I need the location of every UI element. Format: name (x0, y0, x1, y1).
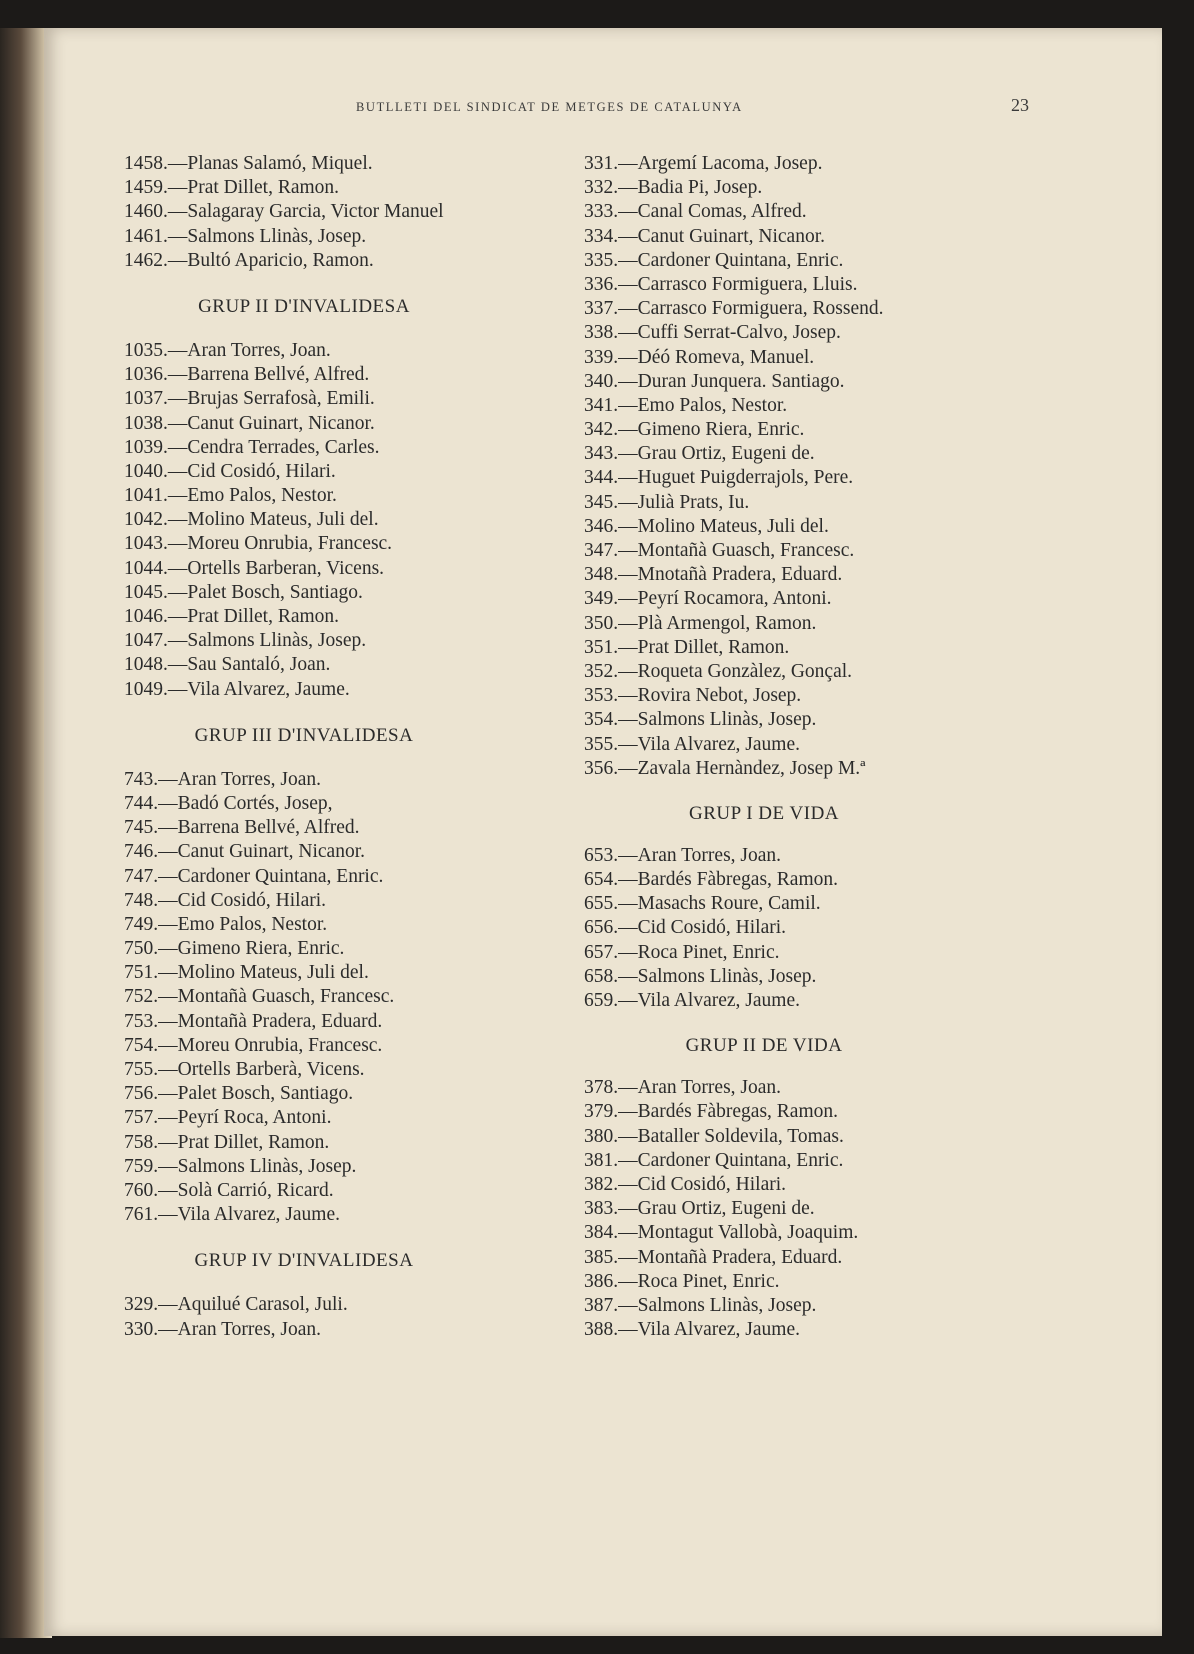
list-item: 744.—Badó Cortés, Josep, (124, 792, 333, 814)
list-item: 749.—Emo Palos, Nestor. (124, 913, 328, 935)
section-heading: GRUP II D'INVALIDESA (198, 295, 410, 317)
list-grup-i-vida (584, 844, 1024, 1013)
list-item: 1043.—Moreu Onrubia, Francesc. (124, 533, 393, 555)
list-item: 348.—Mnotañà Pradera, Eduard. (584, 564, 843, 586)
list-item: 1458.—Planas Salamó, Miquel. (124, 153, 373, 174)
list-item: 344.—Huguet Puigderrajols, Pere. (584, 467, 854, 489)
list-item: 753.—Montañà Pradera, Eduard. (124, 1010, 383, 1032)
list-item: 1041.—Emo Palos, Nestor. (124, 485, 337, 507)
list-item: 384.—Montagut Vallobà, Joaquim. (584, 1222, 859, 1244)
document-page (44, 28, 1162, 1636)
list-item: 760.—Solà Carrió, Ricard. (124, 1179, 334, 1201)
list-item: 349.—Peyrí Rocamora, Antoni. (584, 588, 832, 610)
list-item: 751.—Molino Mateus, Juli del. (124, 962, 369, 984)
list-item: 356.—Zavala Hernàndez, Josep M.ª (584, 757, 866, 779)
list-item: 757.—Peyrí Roca, Antoni. (124, 1107, 332, 1129)
list-item: 1460.—Salagaray Garcia, Victor Manuel (124, 201, 444, 223)
list-item: 347.—Montañà Guasch, Francesc. (584, 540, 855, 561)
list-item: 1035.—Aran Torres, Joan. (124, 339, 331, 361)
list-item: 354.—Salmons Llinàs, Josep. (584, 709, 817, 731)
list-item: 1039.—Cendra Terrades, Carles. (124, 436, 380, 458)
list-item: 750.—Gimeno Riera, Enric. (124, 938, 345, 960)
right-column (584, 152, 1024, 1342)
list-item: 382.—Cid Cosidó, Hilari. (584, 1173, 787, 1195)
list-item: 385.—Montañà Pradera, Eduard. (584, 1246, 843, 1268)
section-heading: GRUP III D'INVALIDESA (194, 724, 414, 746)
journal-title: BUTLLETI DEL SINDICAT DE METGES DE CATALUNYA (356, 100, 743, 114)
section-heading: GRUP II DE VIDA (685, 1035, 843, 1057)
list-item: 1045.—Palet Bosch, Santiago. (124, 581, 363, 603)
list-item: 341.—Emo Palos, Nestor. (584, 394, 788, 416)
list-item: 378.—Aran Torres, Joan. (584, 1077, 782, 1099)
list-item: 340.—Duran Junquera. Santiago. (584, 370, 845, 392)
list-item: 1461.—Salmons Llinàs, Josep. (124, 225, 367, 247)
list-intro-left (124, 152, 564, 273)
list-item: 761.—Vila Alvarez, Jaume. (124, 1204, 340, 1226)
list-item: 380.—Bataller Soldevila, Tomas. (584, 1125, 844, 1147)
list-item: 1047.—Salmons Llinàs, Josep. (124, 630, 367, 652)
list-item: 331.—Argemí Lacoma, Josep. (584, 153, 823, 174)
list-item: 381.—Cardoner Quintana, Enric. (584, 1149, 844, 1171)
list-item: 339.—Déó Romeva, Manuel. (584, 346, 815, 368)
list-item: 337.—Carrasco Formiguera, Rossend. (584, 298, 884, 320)
list-item: 655.—Masachs Roure, Camil. (584, 893, 821, 915)
list-item: 343.—Grau Ortiz, Eugeni de. (584, 443, 815, 465)
list-item: 659.—Vila Alvarez, Jaume. (584, 990, 800, 1011)
list-item: 351.—Prat Dillet, Ramon. (584, 636, 790, 658)
list-item: 755.—Ortells Barberà, Vicens. (124, 1059, 365, 1080)
list-item: 1038.—Canut Guinart, Nicanor. (124, 412, 375, 434)
list-item: 345.—Julià Prats, Iu. (584, 491, 750, 513)
list-item: 350.—Plà Armengol, Ramon. (584, 612, 817, 634)
list-item: 654.—Bardés Fàbregas, Ramon. (584, 869, 838, 891)
list-item: 1462.—Bultó Aparicio, Ramon. (124, 249, 374, 271)
list-grup-ii-invalidesa (124, 339, 564, 702)
section-heading: GRUP I DE VIDA (688, 802, 840, 824)
list-item: 754.—Moreu Onrubia, Francesc. (124, 1034, 383, 1056)
list-item: 379.—Bardés Fàbregas, Ramon. (584, 1101, 838, 1123)
list-item: 333.—Canal Comas, Alfred. (584, 201, 807, 223)
list-item: 758.—Prat Dillet, Ramon. (124, 1131, 330, 1153)
list-item: 756.—Palet Bosch, Santiago. (124, 1083, 354, 1105)
section-heading: GRUP IV D'INVALIDESA (194, 1250, 414, 1272)
list-item: 346.—Molino Mateus, Juli del. (584, 515, 829, 537)
list-item: 656.—Cid Cosidó, Hilari. (584, 917, 787, 939)
list-item: 1042.—Molino Mateus, Juli del. (124, 509, 379, 531)
list-item: 355.—Vila Alvarez, Jaume. (584, 733, 800, 755)
left-column (124, 152, 564, 1342)
list-item: 338.—Cuffi Serrat-Calvo, Josep. (584, 322, 841, 344)
list-item: 746.—Canut Guinart, Nicanor. (124, 841, 365, 863)
list-item: 747.—Cardoner Quintana, Enric. (124, 865, 384, 887)
list-grup-ii-vida (584, 1076, 1024, 1342)
list-item: 1044.—Ortells Barberan, Vicens. (124, 557, 385, 579)
list-item: 752.—Montañà Guasch, Francesc. (124, 986, 395, 1008)
list-item: 759.—Salmons Llinàs, Josep. (124, 1155, 357, 1177)
list-item: 658.—Salmons Llinàs, Josep. (584, 965, 817, 987)
list-item: 1049.—Vila Alvarez, Jaume. (124, 678, 350, 700)
list-item: 657.—Roca Pinet, Enric. (584, 941, 780, 963)
list-grup-iv-invalidesa (124, 1293, 564, 1341)
list-item: 748.—Cid Cosidó, Hilari. (124, 889, 327, 911)
list-item: 332.—Badia Pi, Josep. (584, 177, 763, 199)
list-item: 1459.—Prat Dillet, Ramon. (124, 177, 340, 199)
list-item: 745.—Barrena Bellvé, Alfred. (124, 817, 360, 839)
list-item: 336.—Carrasco Formiguera, Lluis. (584, 273, 858, 295)
list-item: 1048.—Sau Santaló, Joan. (124, 654, 331, 676)
list-item: 1046.—Prat Dillet, Ramon. (124, 606, 340, 627)
list-grup-iv-continued (584, 152, 1024, 781)
page-number: 23 (1011, 95, 1029, 115)
list-item: 386.—Roca Pinet, Enric. (584, 1270, 780, 1292)
list-item: 352.—Roqueta Gonzàlez, Gonçal. (584, 660, 853, 682)
list-item: 330.—Aran Torres, Joan. (124, 1318, 322, 1340)
list-item: 1036.—Barrena Bellvé, Alfred. (124, 364, 370, 386)
list-item: 1040.—Cid Cosidó, Hilari. (124, 460, 336, 482)
list-item: 388.—Vila Alvarez, Jaume. (584, 1319, 800, 1341)
list-item: 387.—Salmons Llinàs, Josep. (584, 1294, 817, 1316)
list-item: 383.—Grau Ortiz, Eugeni de. (584, 1198, 815, 1220)
list-item: 743.—Aran Torres, Joan. (124, 768, 322, 790)
list-item: 653.—Aran Torres, Joan. (584, 844, 782, 866)
list-item: 342.—Gimeno Riera, Enric. (584, 419, 805, 441)
list-item: 1037.—Brujas Serrafosà, Emili. (124, 388, 375, 410)
list-grup-iii-invalidesa (124, 768, 564, 1228)
list-item: 353.—Rovira Nebot, Josep. (584, 685, 802, 707)
list-item: 335.—Cardoner Quintana, Enric. (584, 249, 844, 271)
list-item: 329.—Aquilué Carasol, Juli. (124, 1294, 348, 1316)
list-item: 334.—Canut Guinart, Nicanor. (584, 225, 825, 247)
